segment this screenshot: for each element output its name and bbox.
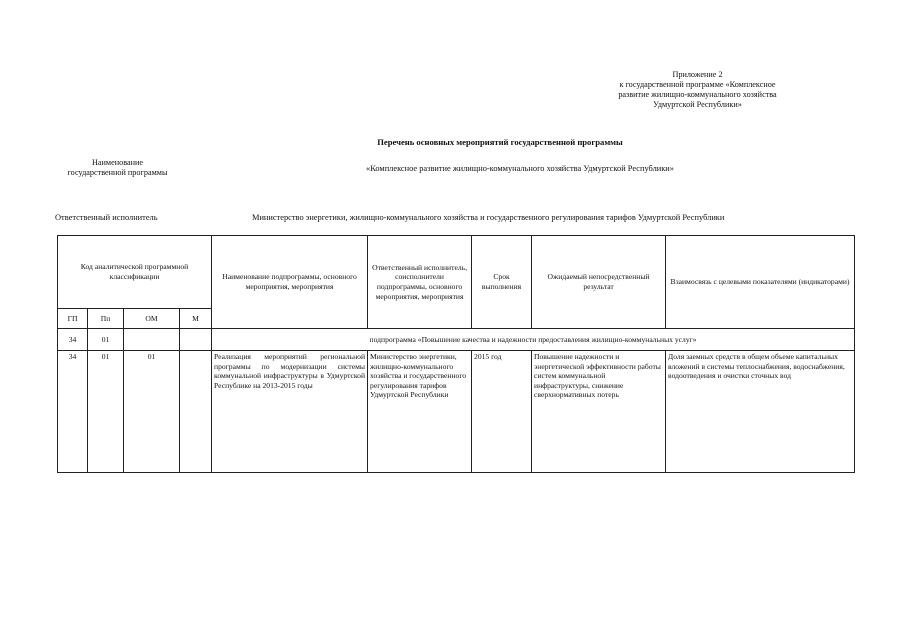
program-name-label-line: Наименование [91,158,143,167]
cell-m [180,329,212,351]
header-name: Наименование подпрограммы, основного мероприятия, мероприятия [212,236,368,329]
cell-gp: 34 [58,329,88,351]
header-executor: Ответственный исполнитель, соисполнители подпрограммы, основного мероприятия, мероприятия [368,236,472,329]
measures-table [57,235,855,473]
appendix-line: Удмуртской Республики» [653,100,742,109]
appendix-block [575,70,820,110]
header-pp: Пп [88,309,124,329]
responsible-executor-value: Министерство энергетики, жилищно-коммунального хозяйства и государственного регулирования тарифов Удмуртской Республики [252,213,725,222]
program-name-value: «Комплексное развитие жилищно-коммунального хозяйства Удмуртской Республики» [366,164,674,173]
appendix-line: развитие жилищно-коммунального хозяйства [618,90,777,99]
table-row [58,351,855,473]
cell-subprogram-title: подпрограмма «Повышение качества и надежности предоставления жилищно-коммунальных услуг» [212,329,855,351]
cell-deadline: 2015 год [472,351,532,473]
cell-pp: 01 [88,329,124,351]
cell-gp: 34 [58,351,88,473]
header-deadline: Срок выполнения [472,236,532,329]
program-name-label [55,158,180,178]
appendix-line: Приложение 2 [672,70,723,79]
header-result: Ожидаемый непосредственный результат [532,236,666,329]
header-om: ОМ [124,309,180,329]
header-gp: ГП [58,309,88,329]
header-code: Код аналитической программной классификации [58,236,212,309]
cell-om: 01 [124,351,180,473]
appendix-line: к государственной программе «Комплексное [619,80,776,89]
header-m: М [180,309,212,329]
cell-m [180,351,212,473]
header-indicators: Взаимосвязь с целевыми показателями (индикаторами) [666,236,855,329]
cell-pp: 01 [88,351,124,473]
cell-name: Реализация мероприятий региональной программы по модернизации системы коммунальной инфраструктуры в Удмуртской Республике на 2013-2015 годы [212,351,368,473]
cell-om [124,329,180,351]
cell-indicators: Доля заемных средств в общем объеме капитальных вложений в системы теплоснабжения, водоснабжения, водоотведения и очистки сточных вод [666,351,855,473]
program-name-label-line: государственной программы [67,168,168,177]
table-header-row [58,236,855,309]
subprogram-row [58,329,855,351]
responsible-executor-label: Ответственный исполнитель [55,213,158,222]
cell-result: Повышение надежности и энергетической эффективности работы систем коммунальной инфраструктуры, снижение сверхнормативных потерь [532,351,666,473]
document-title: Перечень основных мероприятий государственной программы [377,137,623,147]
cell-executor: Министерство энергетики, жилищно-коммунального хозяйства и государственного регулирования тарифов Удмуртской Республики [368,351,472,473]
